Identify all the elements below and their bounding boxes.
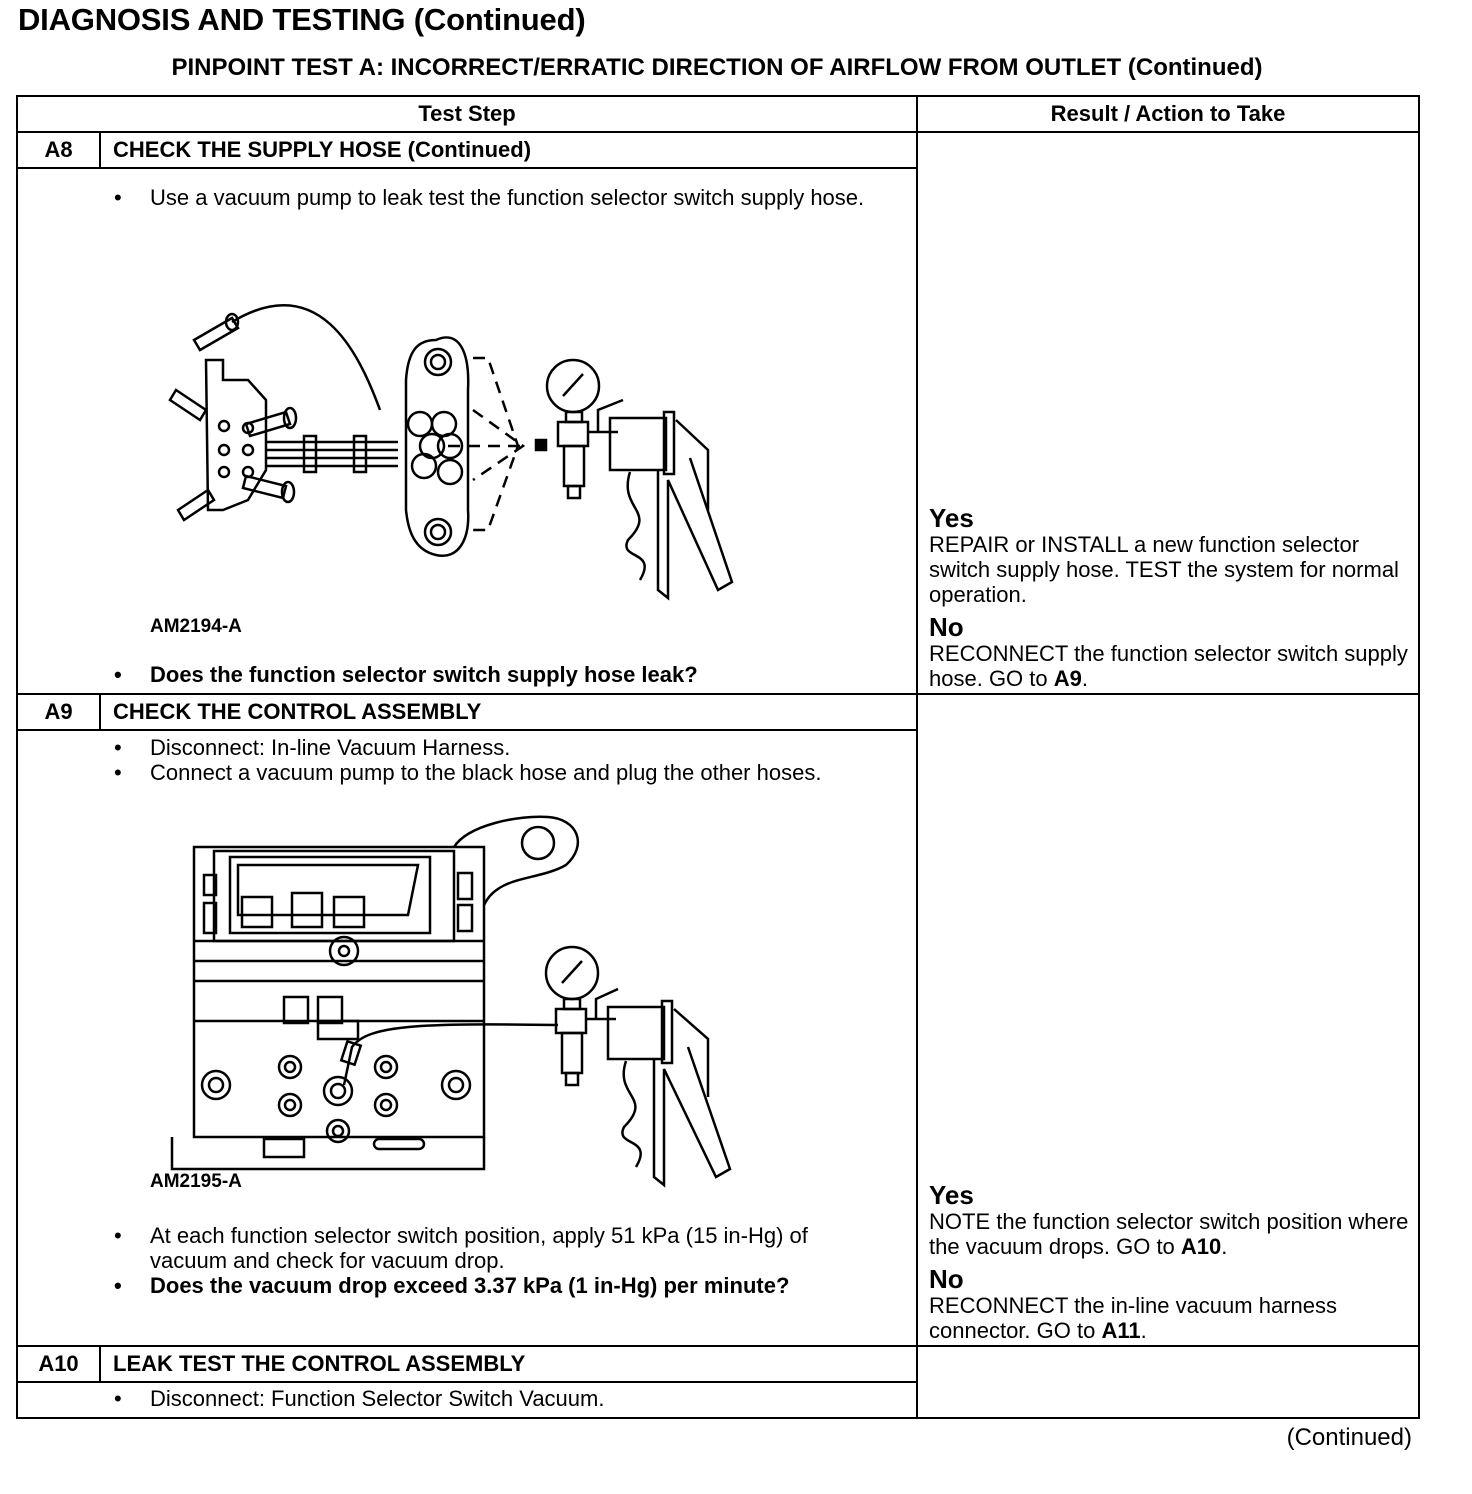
step-row-a8 [17,132,1419,168]
step-body-a10 [17,1382,917,1418]
step-id: A8 [17,132,100,168]
instruction-bullet: • Disconnect: Function Selector Switch Vacuum. [150,1386,886,1411]
step-row-a9 [17,694,1419,730]
step-id: A10 [17,1346,100,1382]
question-bullet: • Does the vacuum drop exceed 3.37 kPa (1 in-Hg) per minute? [150,1273,886,1298]
instruction-bullet: • Use a vacuum pump to leak test the function selector switch supply hose. [150,185,886,210]
pinpoint-test-table [16,95,1420,1419]
no-action: RECONNECT the in-line vacuum harness connector. GO to A11. [929,1293,1337,1343]
figure-label: AM2194-A [150,616,242,637]
step-title: LEAK TEST THE CONTROL ASSEMBLY [100,1346,917,1382]
col-header-result: Result / Action to Take [917,96,1419,132]
result-cell-a10 [917,1346,1419,1418]
step-reference: A10 [1180,1234,1222,1259]
step-title: CHECK THE CONTROL ASSEMBLY [100,694,917,730]
instruction-bullet: • Disconnect: In-line Vacuum Harness. [150,735,886,760]
test-subheading: PINPOINT TEST A: INCORRECT/ERRATIC DIRECTION OF AIRFLOW FROM OUTLET (Continued) [171,54,1263,81]
step-reference: A9 [1053,666,1082,691]
page-heading: DIAGNOSIS AND TESTING (Continued) [18,2,586,37]
col-header-test-step: Test Step [17,96,917,132]
result-cell-a9 [917,694,1419,1346]
step-id: A9 [17,694,100,730]
continued-footer: (Continued) [1286,1424,1412,1451]
instruction-bullet: • At each function selector switch position, apply 51 kPa (15 in-Hg) of vacuum and check for vacuum drop. [150,1223,886,1273]
no-action: RECONNECT the function selector switch supply hose. GO to A9. [929,641,1408,691]
result-cell-a8 [917,132,1419,694]
instruction-bullet: • Connect a vacuum pump to the black hose and plug the other hoses. [150,760,886,785]
yes-action: REPAIR or INSTALL a new function selector switch supply hose. TEST the system for normal operation. [929,532,1399,607]
yes-label: Yes [929,1180,974,1210]
step-reference: A11 [1101,1318,1141,1343]
figure-label: AM2195-A [150,1171,242,1192]
vacuum-test-illustration-a8 [18,210,916,637]
yes-label: Yes [929,503,974,533]
step-body-a9 [17,730,917,1346]
step-row-a10 [17,1346,1419,1382]
yes-action: NOTE the function selector switch position where the vacuum drops. GO to A10. [929,1209,1409,1259]
step-title: CHECK THE SUPPLY HOSE (Continued) [100,132,917,168]
question-bullet: • Does the function selector switch supply hose leak? [150,662,886,687]
step-body-a8 [17,168,917,694]
control-assembly-illustration-a9 [18,785,916,1195]
no-label: No [929,1264,964,1294]
no-label: No [929,612,964,642]
